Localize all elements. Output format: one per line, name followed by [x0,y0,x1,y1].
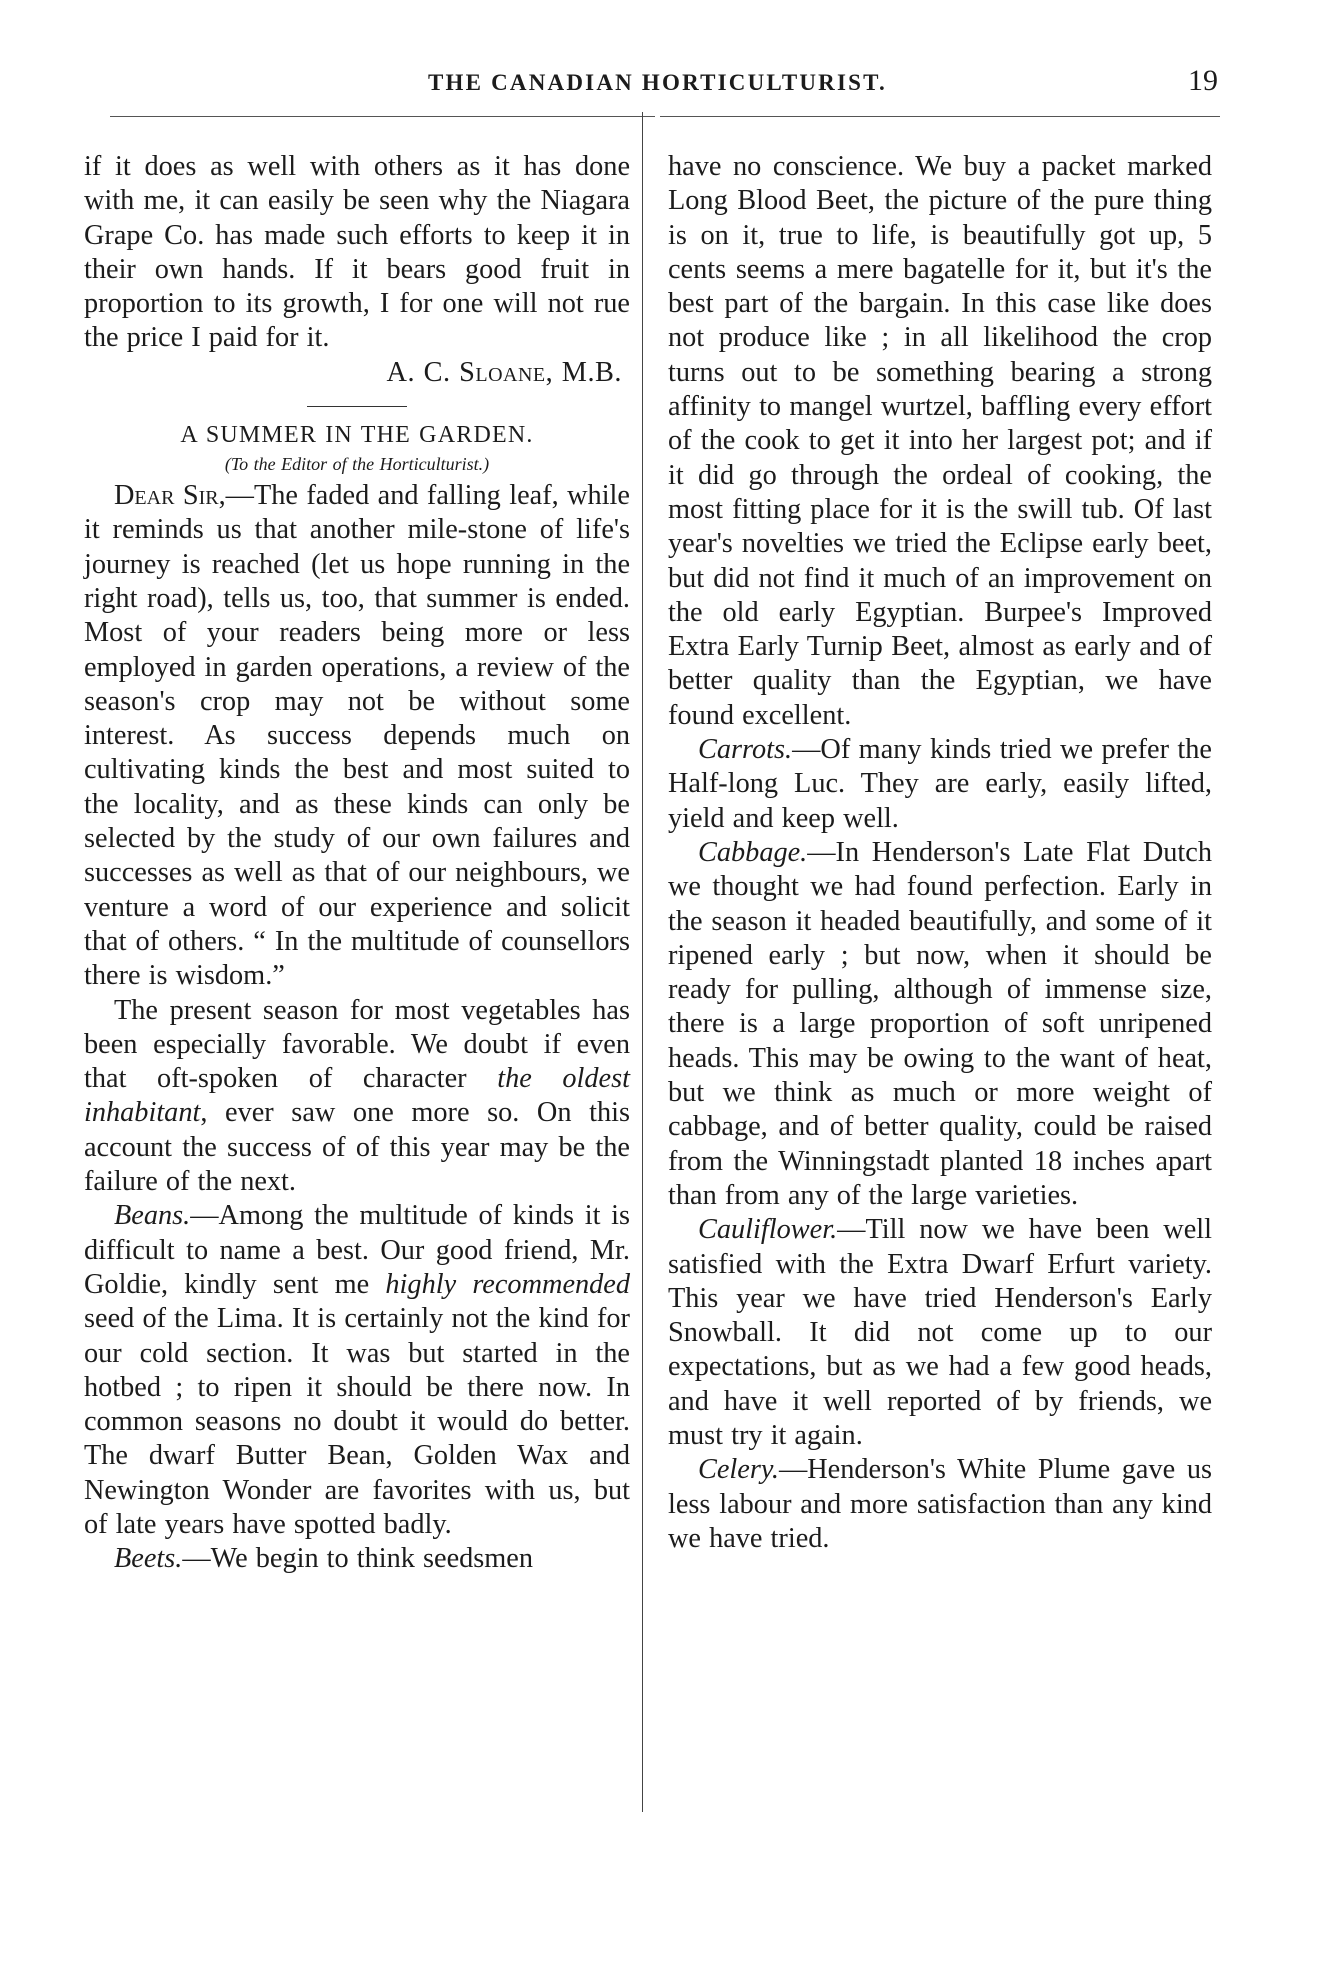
carrots-paragraph [668,733,1212,836]
season-text-b: , ever saw one more so. On this account the success of of this year may be the failure of the next. [84,1097,630,1198]
continued-paragraph: if it does as well with others as it has done with me, it can easily be seen why the Niagara Grape Co. has made such efforts to keep it in their own hands. If it bears good fruit in proportion to its growth, I for one will not rue the price I paid for it. [84,151,630,354]
cauliflower-label: Cauliflower. [698,1214,838,1246]
cauliflower-paragraph [668,1213,1212,1453]
column-divider [642,112,643,1812]
season-text-a: The present season for most vegetables has been especially favorable. We doubt if even that oft-spoken of character [84,994,630,1095]
carrots-text: —Of many kinds tried we prefer the Half-long Luc. They are early, easily lifted, yield and keep well. [668,734,1212,834]
celery-paragraph [668,1453,1212,1556]
article-heading: A SUMMER IN THE GARDEN. [180,422,534,449]
author-signature: A. C. Sloane, M.B. [386,356,622,388]
left-column [84,150,630,1577]
article-dedication: (To the Editor of the Horticulturist.) [224,454,490,475]
salutation: Dear Sir, [114,480,226,512]
section-divider [307,406,407,407]
cauliflower-text: —Till now we have been well satisfied with the Extra Dwarf Erfurt variety. This year we have tried Henderson's Early Snowball. It did not come up to our expectations, but as we had a few good heads, and have it well reported of by friends, we must try it again. [668,1214,1212,1451]
page-number: 19 [1188,64,1218,97]
header-rule-right [660,116,1220,117]
cabbage-paragraph [668,836,1212,1213]
beans-paragraph [84,1199,630,1542]
beans-italic: highly recommended [385,1268,631,1300]
cabbage-text: —In Henderson's Late Flat Dutch we thought we had found perfection. Early in the season it headed beautifully, and some of it ripened early ; but now, when it should be ready for pulling, although of immense size, there is a large proportion of soft unripened heads. This may be owing to the want of heat, but we think as much or more weight of cabbage, and of better quality, could be raised from the Winningstadt planted 18 inches apart than from any of the large varieties. [668,836,1212,1211]
carrots-label: Carrots. [698,734,793,766]
celery-label: Celery. [698,1454,779,1486]
celery-text: —Henderson's White Plume gave us less labour and more satisfaction than any kind we have tried. [668,1454,1212,1554]
beans-label: Beans. [114,1200,191,1232]
opening-text: —The faded and falling leaf, while it reminds us that another mile-stone of life's journey is reached (let us hope running in the right road), tells us, too, that summer is ended. Most of your readers being more or less employed in garden operations, a review of the season's crop may not be without some interest. As success depends much on cultivating kinds the best and most suited to the locality, and as these kinds can only be selected by the study of our own failures and successes as well as that of our neighbours, we venture a word of our experience and solicit that of others. “ In the multitude of counsellors there is wisdom.” [84,480,630,992]
season-italic: the oldest inhabitant [84,1063,630,1129]
opening-paragraph [84,479,630,993]
season-paragraph [84,994,630,1200]
right-column [668,150,1212,1556]
beans-text-a: —Among the multitude of kinds it is difficult to name a best. Our good friend, Mr. Goldie, kindly sent me [84,1200,630,1300]
beans-text-b: seed of the Lima. It is certainly not the kind for our cold section. It was but started in the hotbed ; to ripen it should be there now. In common seasons no doubt it would do better. The dwarf Butter Bean, Golden Wax and Newington Wonder are favorites with us, but of late years have spotted badly. [84,1303,630,1540]
journal-title: THE CANADIAN HORTICULTURIST. [428,70,887,95]
beets-label: Beets. [114,1543,183,1575]
beets-continued-paragraph: have no conscience. We buy a packet marked Long Blood Beet, the picture of the pure thing is on it, true to life, is beautifully got up, 5 cents seems a mere bagatelle for it, but it's the best part of the bargain. In this case like does not produce like ; in all likelihood the crop turns out to be something bearing a strong affinity to mangel wurtzel, baffling every effort of the cook to get it into her largest pot; and if it did go through the ordeal of cooking, the most fitting place for it is the swill tub. Of last year's novelties we tried the Eclipse early beet, but did not find it much of an improvement on the old early Egyptian. Burpee's Improved Extra Early Turnip Beet, almost as early and of better quality than the Egyptian, we have found excellent. [668,151,1212,731]
header-rule-left [110,116,655,117]
running-header [0,64,1318,104]
beets-paragraph [84,1542,630,1576]
cabbage-label: Cabbage. [698,836,808,868]
beets-text: —We begin to think seedsmen [182,1543,534,1575]
